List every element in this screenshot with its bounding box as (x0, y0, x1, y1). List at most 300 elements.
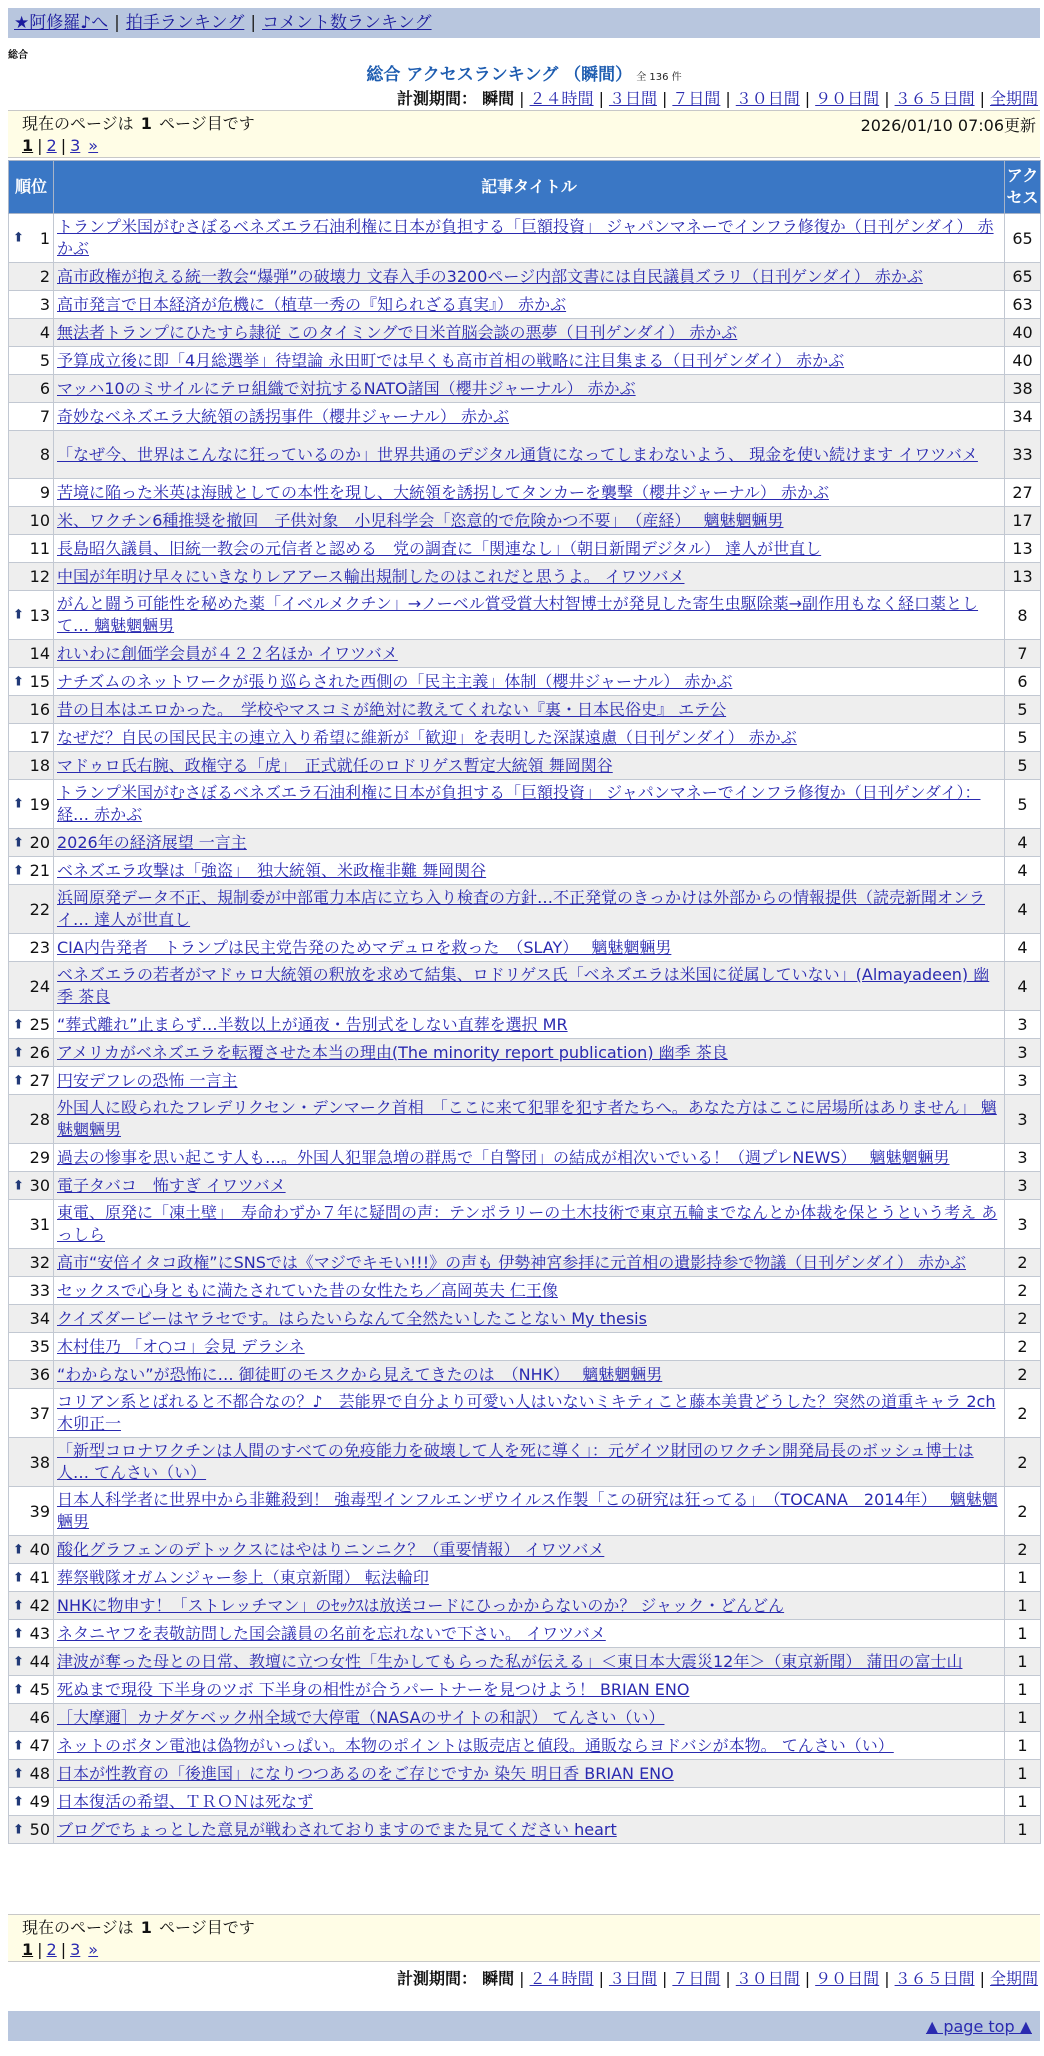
table-header-row (9, 161, 1041, 214)
access-count: 1 (1005, 1816, 1041, 1844)
table-row (9, 696, 1041, 724)
title-cell (54, 1704, 1005, 1732)
access-count: 4 (1005, 829, 1041, 857)
access-count: 1 (1005, 1648, 1041, 1676)
period-link-365d[interactable]: ３６５日間 (894, 89, 975, 108)
rank-cell (9, 291, 54, 319)
rank-number: 31 (29, 1214, 50, 1234)
rank-number: 37 (29, 1403, 50, 1423)
up-arrow-icon: ⬆ (13, 1178, 24, 1193)
rank-number: 26 (29, 1043, 50, 1062)
article-title-link[interactable]: 葬祭戦隊オガムンジャー参上（東京新聞） 転法輪印 (57, 1567, 429, 1587)
home-link[interactable]: ★阿修羅♪へ (14, 13, 109, 33)
title-cell (54, 1333, 1005, 1361)
period-link-all-bottom[interactable]: 全期間 (989, 1969, 1038, 1988)
table-row (9, 724, 1041, 752)
current-page-info-bottom: 現在のページは 1 ページ目です (22, 1918, 255, 1937)
rank-cell (9, 829, 54, 857)
rank-cell (9, 1361, 54, 1389)
title-cell (54, 1249, 1005, 1277)
rank-number: 35 (29, 1337, 50, 1356)
access-count: 2 (1005, 1487, 1041, 1536)
rank-number: 40 (29, 1540, 50, 1559)
rank-cell (9, 507, 54, 535)
table-row (9, 1487, 1041, 1536)
up-arrow-icon: ⬆ (13, 1570, 24, 1585)
table-row (9, 962, 1041, 1011)
rank-cell (9, 263, 54, 291)
rank-cell (9, 1333, 54, 1361)
article-title-link[interactable]: コリアン系とばれると不都合なの？♪ 芸能界で自分より可愛い人はいないミキティこと藤本美貴どうした？突然の道重キャラ 2ch 木卯正一 (57, 1392, 996, 1433)
title-cell (54, 319, 1005, 347)
title-cell (54, 563, 1005, 591)
rank-number: 7 (39, 407, 50, 426)
article-title-link[interactable]: 東電、原発に「凍土壁」 寿命わずか７年に疑問の声：テンポラリーの土木技術で東京五輪までなんとか体裁を保とうという考え あっしら (57, 1203, 998, 1244)
title-cell (54, 1592, 1005, 1620)
title-cell (54, 1620, 1005, 1648)
table-row (9, 780, 1041, 829)
rank-number: 20 (29, 833, 50, 852)
rank-number: 9 (39, 483, 50, 502)
title-cell (54, 1361, 1005, 1389)
table-row (9, 934, 1041, 962)
article-title-link[interactable]: NHKに物申す！「ストレッチマン」のｾｯｸｽは放送コードにひっかからないのか？ ジャック・どんどん (57, 1595, 785, 1615)
period-link-24h-bottom[interactable]: ２４時間 (529, 1969, 594, 1988)
page-link-3[interactable]: 3 (70, 136, 81, 155)
period-link-3d[interactable]: ３日間 (608, 89, 657, 108)
rank-cell (9, 1172, 54, 1200)
rank-cell (9, 563, 54, 591)
article-title-link[interactable]: アメリカがベネズエラを転覆させた本当の理由(The minority report publication) 幽季 茶良 (57, 1042, 728, 1062)
article-title-link[interactable]: 日本が性教育の「後進国」になりつつあるのをご存じですか 染矢 明日香 BRIAN ENO (57, 1763, 674, 1783)
title-cell (54, 829, 1005, 857)
table-row (9, 263, 1041, 291)
title-cell (54, 934, 1005, 962)
title-cell (54, 263, 1005, 291)
rank-number: 43 (29, 1624, 50, 1643)
title-cell (54, 1760, 1005, 1788)
access-count: 2 (1005, 1277, 1041, 1305)
title-cell (54, 479, 1005, 507)
rank-number: 18 (29, 756, 50, 775)
title-cell (54, 214, 1005, 263)
page-links: 1 | 2 | 3 » (22, 136, 99, 155)
table-row (9, 347, 1041, 375)
rank-number: 41 (29, 1568, 50, 1587)
article-title-link[interactable]: クイズダービーはヤラセです。はらたいらなんて全然たいしたことない My thesis (57, 1308, 647, 1328)
access-count: 2 (1005, 1438, 1041, 1487)
rank-number: 17 (29, 728, 50, 747)
access-count: 1 (1005, 1676, 1041, 1704)
rank-cell (9, 1200, 54, 1249)
title-cell (54, 535, 1005, 563)
title-cell (54, 1816, 1005, 1844)
rank-number: 28 (29, 1109, 50, 1129)
title-cell (54, 1788, 1005, 1816)
period-link-90d-bottom[interactable]: ９０日間 (815, 1969, 880, 1988)
rank-cell (9, 214, 54, 263)
up-arrow-icon: ⬆ (13, 1073, 24, 1088)
access-count: 1 (1005, 1564, 1041, 1592)
access-count: 1 (1005, 1788, 1041, 1816)
access-count: 2 (1005, 1361, 1041, 1389)
rank-cell (9, 479, 54, 507)
title-cell (54, 962, 1005, 1011)
rank-cell (9, 1704, 54, 1732)
up-arrow-icon: ⬆ (13, 835, 24, 850)
up-arrow-icon: ⬆ (13, 1682, 24, 1697)
article-title-link[interactable]: 酸化グラフェンのデトックスにはやはりニンニク？（重要情報） イワツバメ (57, 1539, 605, 1559)
article-title-link[interactable]: 長島昭久議員、旧統一教会の元信者と認める 党の調査に「関連なし」（朝日新聞デジタル） 達人が世直し (57, 538, 822, 558)
page-link-2[interactable]: 2 (46, 136, 57, 155)
title-cell (54, 1067, 1005, 1095)
title-cell (54, 1277, 1005, 1305)
rank-cell (9, 1620, 54, 1648)
rank-number: 14 (29, 644, 50, 663)
current-page-number: 1 (140, 114, 152, 133)
article-title-link[interactable]: 津波が奪った母との日常、教壇に立つ女性「生かしてもらった私が伝える」＜東日本大震災12年＞（東京新聞） 蒲田の富士山 (57, 1651, 963, 1671)
access-count: 38 (1005, 375, 1041, 403)
period-label-bottom: 計測期間： (397, 1969, 478, 1988)
access-count: 34 (1005, 403, 1041, 431)
access-count: 13 (1005, 535, 1041, 563)
article-title-link[interactable]: 奇妙なベネズエラ大統領の誘拐事件（櫻井ジャーナル） 赤かぶ (57, 406, 509, 426)
title-cell (54, 1305, 1005, 1333)
up-arrow-icon: ⬆ (13, 1766, 24, 1781)
table-row (9, 507, 1041, 535)
rank-cell (9, 1676, 54, 1704)
access-count: 1 (1005, 1592, 1041, 1620)
access-count: 8 (1005, 591, 1041, 640)
table-row (9, 829, 1041, 857)
table-row (9, 857, 1041, 885)
rank-cell (9, 1536, 54, 1564)
table-row (9, 1648, 1041, 1676)
page-title (8, 60, 1040, 85)
article-title-link[interactable]: トランプ米国がむさぼるベネズエラ石油利権に日本が負担する「巨額投資」 ジャパンマネーでインフラ修復か（日刊ゲンダイ） 赤かぶ (57, 217, 994, 258)
table-row (9, 1277, 1041, 1305)
top-nav-bar (8, 8, 1040, 38)
rank-cell (9, 1760, 54, 1788)
rank-cell (9, 1011, 54, 1039)
title-cell (54, 1389, 1005, 1438)
rank-number: 5 (39, 351, 50, 370)
article-title-link[interactable]: がんと闘う可能性を秘めた薬「イベルメクチン」→ノーベル賞受賞大村智博士が発見した寄生虫駆除薬→副作用もなく経口薬として… 魑魅魍魎男 (57, 594, 979, 635)
applause-ranking-link[interactable]: 拍手ランキング (125, 13, 245, 33)
access-count: 4 (1005, 885, 1041, 934)
table-row (9, 1389, 1041, 1438)
access-count: 2 (1005, 1536, 1041, 1564)
table-row (9, 1305, 1041, 1333)
rank-cell (9, 962, 54, 1011)
rank-cell (9, 1095, 54, 1144)
rank-cell (9, 1039, 54, 1067)
title-cell (54, 1732, 1005, 1760)
title-cell (54, 857, 1005, 885)
title-cell (54, 1487, 1005, 1536)
article-title-link[interactable]: マドゥロ氏右腕、政権守る「虎」 正式就任のロドリゲス暫定大統領 舞岡関谷 (57, 755, 613, 775)
rank-cell (9, 347, 54, 375)
nav-separator: | (250, 13, 257, 33)
rank-cell (9, 1067, 54, 1095)
table-row (9, 1438, 1041, 1487)
article-title-link[interactable]: ナチズムのネットワークが張り巡らされた西側の「民主主義」体制（櫻井ジャーナル） 赤かぶ (57, 671, 733, 691)
article-title-link[interactable]: 「なぜ今、世界はこんなに狂っているのか」世界共通のデジタル通貨になってしまわないよう、 現金を使い続けます イワツバメ (57, 444, 978, 464)
access-count: 4 (1005, 962, 1041, 1011)
page-links-bottom: 1 | 2 | 3 » (22, 1940, 99, 1959)
article-title-link[interactable]: “わからない”が恐怖に… 御徒町のモスクから見えてきたのは （NHK） 魑魅魍魎男 (57, 1364, 663, 1384)
rank-number: 36 (29, 1365, 50, 1384)
rank-number: 8 (39, 445, 50, 464)
up-arrow-icon: ⬆ (13, 1794, 24, 1809)
table-row (9, 1172, 1041, 1200)
rank-number: 48 (29, 1764, 50, 1783)
title-header: 記事タイトル (54, 161, 1005, 214)
period-link-7d-bottom[interactable]: ７日間 (672, 1969, 721, 1988)
article-title-link[interactable]: 日本復活の希望、ＴＲＯＮは死なず (57, 1791, 314, 1811)
up-arrow-icon: ⬆ (13, 230, 24, 246)
rank-cell (9, 857, 54, 885)
article-title-link[interactable]: 高市“安倍イタコ政権”にSNSでは《マジでキモい!!!》の声も 伊勢神宮参拝に元首相の遺影持参で物議（日刊ゲンダイ） 赤かぶ (57, 1252, 966, 1272)
period-link-30d[interactable]: ３０日間 (735, 89, 800, 108)
article-title-link[interactable]: ネットのボタン電池は偽物がいっぱい。本物のポイントは販売店と値段。通販ならヨドバシが本物。 てんさい（い） (57, 1735, 894, 1755)
period-current-bottom: 瞬間 (482, 1969, 515, 1988)
table-row (9, 479, 1041, 507)
article-title-link[interactable]: 予算成立後に即「4月総選挙」待望論 永田町では早くも高市首相の戦略に注目集まる（日刊ゲンダイ） 赤かぶ (57, 350, 845, 370)
up-arrow-icon: ⬆ (13, 674, 24, 689)
article-title-link[interactable]: 木村佳乃 「オ○コ」会見 デラシネ (57, 1336, 305, 1356)
title-cell (54, 347, 1005, 375)
article-title-link[interactable]: 昔の日本はエロかった。 学校やマスコミが絶対に教えてくれない『裏・日本民俗史』 エテ公 (57, 699, 727, 719)
rank-number: 6 (39, 379, 50, 398)
article-title-link[interactable]: ［大摩邇］カナダケベック州全域で大停電（NASAのサイトの和訳） てんさい（い） (57, 1707, 665, 1727)
up-arrow-icon: ⬆ (13, 1626, 24, 1641)
rank-number: 30 (29, 1176, 50, 1195)
access-header: アクセス (1005, 161, 1041, 214)
access-count: 3 (1005, 1067, 1041, 1095)
updated-timestamp: 2026/01/10 07:06更新 (860, 116, 1036, 135)
rank-number: 19 (29, 794, 50, 814)
rank-number: 4 (39, 323, 50, 342)
period-link-24h[interactable]: ２４時間 (529, 89, 594, 108)
table-row (9, 1760, 1041, 1788)
period-link-3d-bottom[interactable]: ３日間 (608, 1969, 657, 1988)
article-title-link[interactable]: 浜岡原発データ不正、規制委が中部電力本店に立ち入り検査の方針…不正発覚のきっかけは外部からの情報提供（読売新聞オンライ… 達人が世直し (57, 888, 986, 929)
table-row (9, 1620, 1041, 1648)
table-row (9, 885, 1041, 934)
title-cell (54, 1172, 1005, 1200)
access-count: 3 (1005, 1200, 1041, 1249)
access-count: 3 (1005, 1095, 1041, 1144)
title-cell (54, 1676, 1005, 1704)
rank-number: 46 (29, 1708, 50, 1727)
table-row (9, 1676, 1041, 1704)
period-link-90d[interactable]: ９０日間 (815, 89, 880, 108)
up-arrow-icon: ⬆ (13, 1598, 24, 1613)
rank-cell (9, 1732, 54, 1760)
rank-cell (9, 1305, 54, 1333)
article-title-link[interactable]: 2026年の経済展望 一言主 (57, 832, 247, 852)
access-count: 40 (1005, 319, 1041, 347)
article-title-link[interactable]: 中国が年明け早々にいきなりレアアース輸出規制したのはこれだと思うよ。 イワツバメ (57, 566, 685, 586)
article-title-link[interactable]: 円安デフレの恐怖 一言主 (57, 1070, 238, 1090)
table-row (9, 1333, 1041, 1361)
table-row (9, 535, 1041, 563)
article-title-link[interactable]: トランプ米国がむさぼるベネズエラ石油利権に日本が負担する「巨額投資」 ジャパンマネーでインフラ修復か（日刊ゲンダイ）：経… 赤かぶ (57, 783, 981, 824)
comment-ranking-link[interactable]: コメント数ランキング (262, 13, 432, 33)
table-row (9, 1249, 1041, 1277)
article-title-link[interactable]: セックスで心身ともに満たされていた昔の女性たち／高岡英夫 仁王像 (57, 1280, 558, 1300)
article-title-link[interactable]: 過去の惨事を思い起こす人も…。外国人犯罪急増の群馬で「自警団」の結成が相次いでいる！（週プレNEWS） 魑魅魍魎男 (57, 1147, 950, 1167)
article-title-link[interactable]: なぜだ？自民の国民民主の連立入り希望に維新が「歓迎」を表明した深謀遠慮（日刊ゲンダイ） 赤かぶ (57, 727, 797, 747)
table-row (9, 1361, 1041, 1389)
article-title-link[interactable]: 高市政権が抱える統一教会“爆弾”の破壊力 文春入手の3200ページ内部文書には自民議員ズラリ（日刊ゲンダイ） 赤かぶ (57, 266, 923, 286)
title-cell (54, 724, 1005, 752)
current-page-number-bottom: 1 (140, 1918, 152, 1937)
title-cell (54, 1438, 1005, 1487)
access-count: 6 (1005, 668, 1041, 696)
rank-number: 23 (29, 938, 50, 957)
table-row (9, 1536, 1041, 1564)
rank-number: 16 (29, 700, 50, 719)
article-title-link[interactable]: 電子タバコ 怖すぎ イワツバメ (57, 1175, 286, 1195)
rank-cell (9, 431, 54, 479)
period-link-365d-bottom[interactable]: ３６５日間 (894, 1969, 975, 1988)
access-count: 2 (1005, 1389, 1041, 1438)
rank-number: 25 (29, 1015, 50, 1034)
access-count: 1 (1005, 1620, 1041, 1648)
table-row (9, 640, 1041, 668)
table-row (9, 1200, 1041, 1249)
title-cell (54, 403, 1005, 431)
article-title-link[interactable]: 死ぬまで現役 下半身のツボ 下半身の相性が合うパートナーを見つけよう！ BRIAN ENO (57, 1679, 690, 1699)
article-title-link[interactable]: ベネズエラの若者がマドゥロ大統領の釈放を求めて結集、ロドリゲス氏「ベネズエラは米国に従属していない」(Almayadeen) 幽季 茶良 (57, 965, 990, 1006)
table-row (9, 291, 1041, 319)
table-row (9, 591, 1041, 640)
table-row (9, 1095, 1041, 1144)
table-row (9, 1592, 1041, 1620)
table-row (9, 1067, 1041, 1095)
next-page-link-bottom[interactable]: » (88, 1940, 99, 1959)
rank-cell (9, 1249, 54, 1277)
rank-number: 42 (29, 1596, 50, 1615)
title-cell (54, 1648, 1005, 1676)
category-label: 総合 (8, 50, 28, 61)
article-title-link[interactable]: 苦境に陥った米英は海賊としての本性を現し、大統領を誘拐してタンカーを襲撃（櫻井ジャーナル） 赤かぶ (57, 482, 829, 502)
table-row (9, 1788, 1041, 1816)
up-arrow-icon: ⬆ (13, 1017, 24, 1032)
access-count: 2 (1005, 1333, 1041, 1361)
period-link-30d-bottom[interactable]: ３０日間 (735, 1969, 800, 1988)
title-cell (54, 640, 1005, 668)
article-title-link[interactable]: ブログでちょっとした意見が戦わされておりますのでまた見てください heart (57, 1819, 617, 1839)
rank-number: 45 (29, 1680, 50, 1699)
access-count: 1 (1005, 1732, 1041, 1760)
rank-number: 1 (39, 228, 50, 248)
table-row (9, 1816, 1041, 1844)
rank-number: 2 (39, 267, 50, 286)
article-title-link[interactable]: 高市発言で日本経済が危機に（植草一秀の『知られざる真実』） 赤かぶ (57, 294, 567, 314)
rank-number: 13 (29, 605, 50, 625)
rank-number: 44 (29, 1652, 50, 1671)
rank-number: 11 (29, 539, 50, 558)
rank-cell (9, 1592, 54, 1620)
period-selector-bottom: 計測期間： 瞬間 | ２４時間 | ３日間 | ７日間 | ３０日間 | ９０日間 | ３６５日間 | 全期間 (397, 1969, 1038, 1988)
period-link-all[interactable]: 全期間 (989, 89, 1038, 108)
article-title-link[interactable]: 日本人科学者に世界中から非難殺到！ 強毒型インフルエンザウイルス作製「この研究は狂ってる」 （TOCANA 2014年） 魑魅魍魎男 (57, 1490, 998, 1531)
access-count: 1 (1005, 1704, 1041, 1732)
rank-number: 12 (29, 567, 50, 586)
period-label: 計測期間： (397, 89, 478, 108)
rank-cell (9, 752, 54, 780)
rank-cell (9, 885, 54, 934)
article-title-link[interactable]: CIA内告発者 トランプは民主党告発のためマデュロを救った （SLAY） 魑魅魍魎男 (57, 937, 672, 957)
up-arrow-icon: ⬆ (13, 1045, 24, 1060)
rank-cell (9, 640, 54, 668)
table-row (9, 668, 1041, 696)
table-row (9, 752, 1041, 780)
title-cell (54, 752, 1005, 780)
access-count: 65 (1005, 263, 1041, 291)
rank-cell (9, 696, 54, 724)
rank-cell (9, 934, 54, 962)
article-title-link[interactable]: れいわに創価学会員が４２２名ほか イワツバメ (57, 643, 398, 663)
title-cell (54, 1095, 1005, 1144)
article-title-link[interactable]: “葬式離れ”止まらず…半数以上が通夜・告別式をしない直葬を選択 MR (57, 1014, 568, 1034)
next-page-link[interactable]: » (88, 136, 99, 155)
page-top-link[interactable]: ▲ page top ▲ (925, 2017, 1032, 2036)
article-title-link[interactable]: 無法者トランプにひたすら隷従 このタイミングで日米首脳会談の悪夢（日刊ゲンダイ） 赤かぶ (57, 322, 738, 342)
article-title-link[interactable]: ネタニヤフを表敬訪問した国会議員の名前を忘れないで下さい。 イワツバメ (57, 1623, 606, 1643)
article-title-link[interactable]: 米、ワクチン6種推奨を撤回 子供対象 小児科学会「恣意的で危険かつ不要」 （産経） 魑魅魍魎男 (57, 510, 784, 530)
article-title-link[interactable]: ベネズエラ攻撃は「強盗」 独大統領、米政権非難 舞岡関谷 (57, 860, 487, 880)
table-row (9, 563, 1041, 591)
rank-number: 34 (29, 1309, 50, 1328)
rank-number: 10 (29, 511, 50, 530)
rank-cell (9, 1816, 54, 1844)
rank-number: 49 (29, 1792, 50, 1811)
period-link-7d[interactable]: ７日間 (672, 89, 721, 108)
rank-number: 21 (29, 861, 50, 880)
rank-number: 33 (29, 1281, 50, 1300)
access-count: 2 (1005, 1305, 1041, 1333)
article-title-link[interactable]: 「新型コロナワクチンは人間のすべての免疫能力を破壊して人を死に導く」：元ゲイツ財団のワクチン開発局長のボッシュ博士は人… てんさい（い） (57, 1441, 974, 1482)
access-count: 33 (1005, 431, 1041, 479)
rank-number: 39 (29, 1501, 50, 1521)
rank-cell (9, 668, 54, 696)
page-link-3-bottom[interactable]: 3 (70, 1940, 81, 1959)
title-cell (54, 1536, 1005, 1564)
current-page-info: 現在のページは 1 ページ目です (22, 114, 255, 133)
pager-bottom (8, 1914, 1040, 1962)
access-count: 2 (1005, 1249, 1041, 1277)
title-cell (54, 885, 1005, 934)
rank-cell (9, 1648, 54, 1676)
table-row (9, 1011, 1041, 1039)
table-row (9, 1144, 1041, 1172)
page-link-2-bottom[interactable]: 2 (46, 1940, 57, 1959)
rank-number: 3 (39, 295, 50, 314)
access-count: 63 (1005, 291, 1041, 319)
pager-top (8, 110, 1040, 158)
table-row (9, 431, 1041, 479)
article-title-link[interactable]: 外国人に殴られたフレデリクセン・デンマーク首相 「ここに来て犯罪を犯す者たちへ。あなた方はここに居場所はありません」 魑魅魍魎男 (57, 1098, 997, 1139)
access-count: 3 (1005, 1039, 1041, 1067)
table-row (9, 1704, 1041, 1732)
rank-cell (9, 403, 54, 431)
title-cell (54, 591, 1005, 640)
article-title-link[interactable]: マッハ10のミサイルにテロ組織で対抗するNATO諸国（櫻井ジャーナル） 赤かぶ (57, 378, 636, 398)
